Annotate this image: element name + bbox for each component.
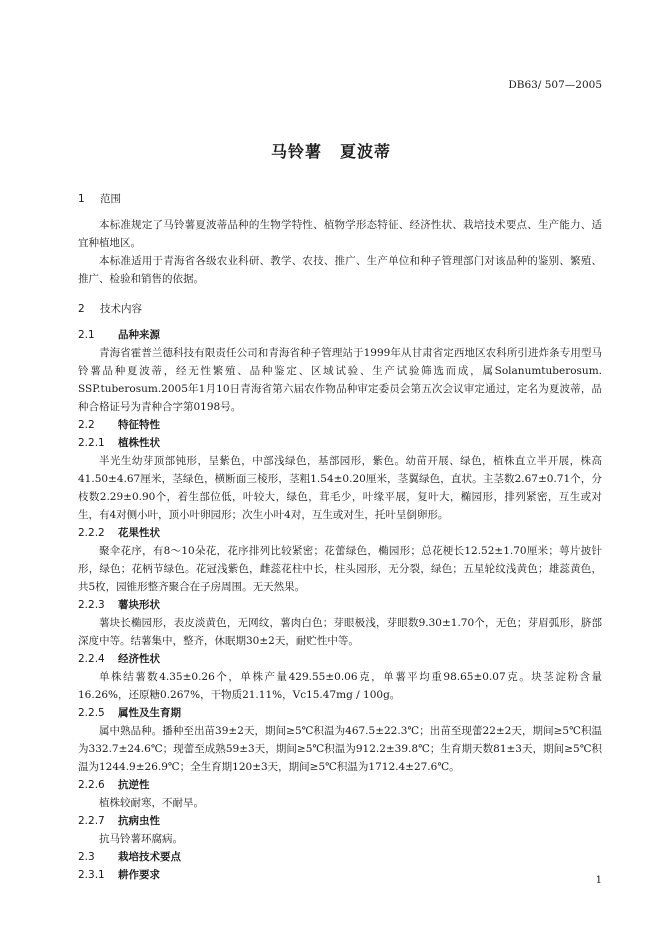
paragraph-tuber-shape: 薯块长椭园形，表皮淡黄色，无网纹，薯肉白色；芽眼极浅，芽眼数9.30±1.70个，无色；芽眉弧形，脐部深度中等。结薯集中，整齐，休眠期30±2天，耐贮性中等。	[78, 617, 602, 647]
subsection-number: 2.2.5	[78, 707, 105, 719]
paragraph-variety-source: 青海省霍普兰德科技有限责任公司和青海省种子管理站于1999年从甘肃省定西地区农科所引进炸条专用型马铃薯品种夏波蒂，经无性繁殖、品种鉴定、区域试验、生产试验筛选而成，属Solanumtuberosum. SSP.tuberosum.2005年1月10日青海省第六届农作物品种审定委员会第五次会议审定通过，定名为夏波蒂，品种合格证号为青种合字第0198号。	[78, 347, 602, 413]
subsection-number: 2.2.7	[78, 815, 105, 827]
subsection-heading-2-1	[78, 326, 602, 344]
subsection-heading-2-2-7	[78, 812, 602, 830]
subsection-number: 2.2.2	[78, 527, 105, 539]
subsection-number: 2.1	[78, 329, 95, 341]
document-code: DB63/ 507—2005	[508, 79, 602, 91]
paragraph-disease-resistance: 抗马铃薯环腐病。	[99, 833, 183, 845]
section-heading-2	[78, 300, 602, 318]
subsection-heading-2-2-2	[78, 524, 602, 542]
subsection-heading-2-2-3	[78, 596, 602, 614]
subsection-heading-2-3	[78, 848, 602, 866]
page-title	[0, 139, 662, 162]
subsection-number: 2.3.1	[78, 869, 105, 881]
paragraph-plant-traits: 半光生幼芽顶部钝形，呈紫色，中部浅绿色，基部园形，紫色。幼苗开展、绿色，植株直立半开展，株高41.50±4.67厘米，茎绿色，横断面三棱形，茎粗1.54±0.20厘米，茎翼绿色，直状。主茎数2.67±0.71个，分枝数2.29±0.90个，着生部位低，叶较大，绿色，茸毛少，叶缘平展，复叶大，椭园形，排列紧密，互生或对生，有4对侧小叶，顶小叶卵园形；次生小叶4对，互生或对生，托叶呈倒卵形。	[78, 455, 602, 521]
subsection-number: 2.2.1	[78, 437, 105, 449]
title-crop: 马铃薯	[270, 142, 322, 161]
section-number: 2	[78, 303, 85, 315]
subsection-title: 抗病虫性	[118, 815, 160, 827]
subsection-title: 经济性状	[118, 653, 160, 665]
section-title: 范围	[100, 193, 121, 205]
subsection-title: 植株性状	[118, 437, 160, 449]
paragraph-scope-1: 本标准规定了马铃薯夏波蒂品种的生物学特性、植物学形态特征、经济性状、栽培技术要点、生产能力、适宜种植地区。	[78, 219, 602, 249]
section-number: 1	[78, 193, 85, 205]
subsection-heading-2-3-1	[78, 866, 602, 884]
subsection-heading-2-2-1	[78, 434, 602, 452]
paragraph-flower-traits: 聚伞花序，有8～10朵花，花序排列比较紧密；花蕾绿色，椭园形；总花梗长12.52±1.70厘米；萼片披针形，绿色；花柄节绿色。花冠浅紫色，雌蕊花柱中长，柱头园形，无分裂，绿色；五星轮纹浅黄色；雄蕊黄色，共5枚，园锥形整齐聚合在子房周围。无天然果。	[78, 545, 602, 593]
subsection-heading-2-2-6	[78, 776, 602, 794]
subsection-number: 2.3	[78, 851, 95, 863]
subsection-title: 薯块形状	[118, 599, 160, 611]
page-number: 1	[595, 875, 602, 886]
subsection-title: 栽培技术要点	[118, 851, 181, 863]
section-title: 技术内容	[100, 303, 142, 315]
document-body	[78, 190, 602, 884]
subsection-title: 抗逆性	[118, 779, 150, 791]
subsection-number: 2.2	[78, 419, 95, 431]
subsection-title: 品种来源	[118, 329, 160, 341]
paragraph-stress-resistance: 植株较耐寒，不耐旱。	[99, 797, 204, 809]
subsection-title: 花果性状	[118, 527, 160, 539]
subsection-heading-2-2	[78, 416, 602, 434]
paragraph-economic-traits: 单株结薯数4.35±0.26个，单株产量429.55±0.06克，单薯平均重98.65±0.07克。块茎淀粉含量16.26%，还原糖0.267%，干物质21.11%，Vc15.47mg / 100g。	[78, 671, 602, 701]
subsection-number: 2.2.3	[78, 599, 105, 611]
paragraph-growth-period: 属中熟品种。播种至出苗39±2天，期间≥5℃积温为467.5±22.3℃；出苗至现蕾22±2天，期间≥5℃积温为332.7±24.6℃；现蕾至成熟59±3天，期间≥5℃积温为912.2±39.8℃；生育期天数81±3天，期间≥5℃积温为1244.9±26.9℃；全生育期120±3天，期间≥5℃积温为1712.4±27.6℃。	[78, 725, 602, 773]
subsection-title: 特征特性	[118, 419, 160, 431]
section-heading-1	[78, 190, 602, 208]
paragraph-scope-2: 本标准适用于青海省各级农业科研、教学、农技、推广、生产单位和种子管理部门对该品种的鉴别、繁殖、推广、检验和销售的依据。	[78, 255, 602, 285]
subsection-title: 属性及生育期	[118, 707, 181, 719]
subsection-number: 2.2.6	[78, 779, 105, 791]
subsection-number: 2.2.4	[78, 653, 105, 665]
subsection-heading-2-2-4	[78, 650, 602, 668]
title-variety: 夏波蒂	[340, 142, 392, 161]
subsection-heading-2-2-5	[78, 704, 602, 722]
subsection-title: 耕作要求	[118, 869, 160, 881]
